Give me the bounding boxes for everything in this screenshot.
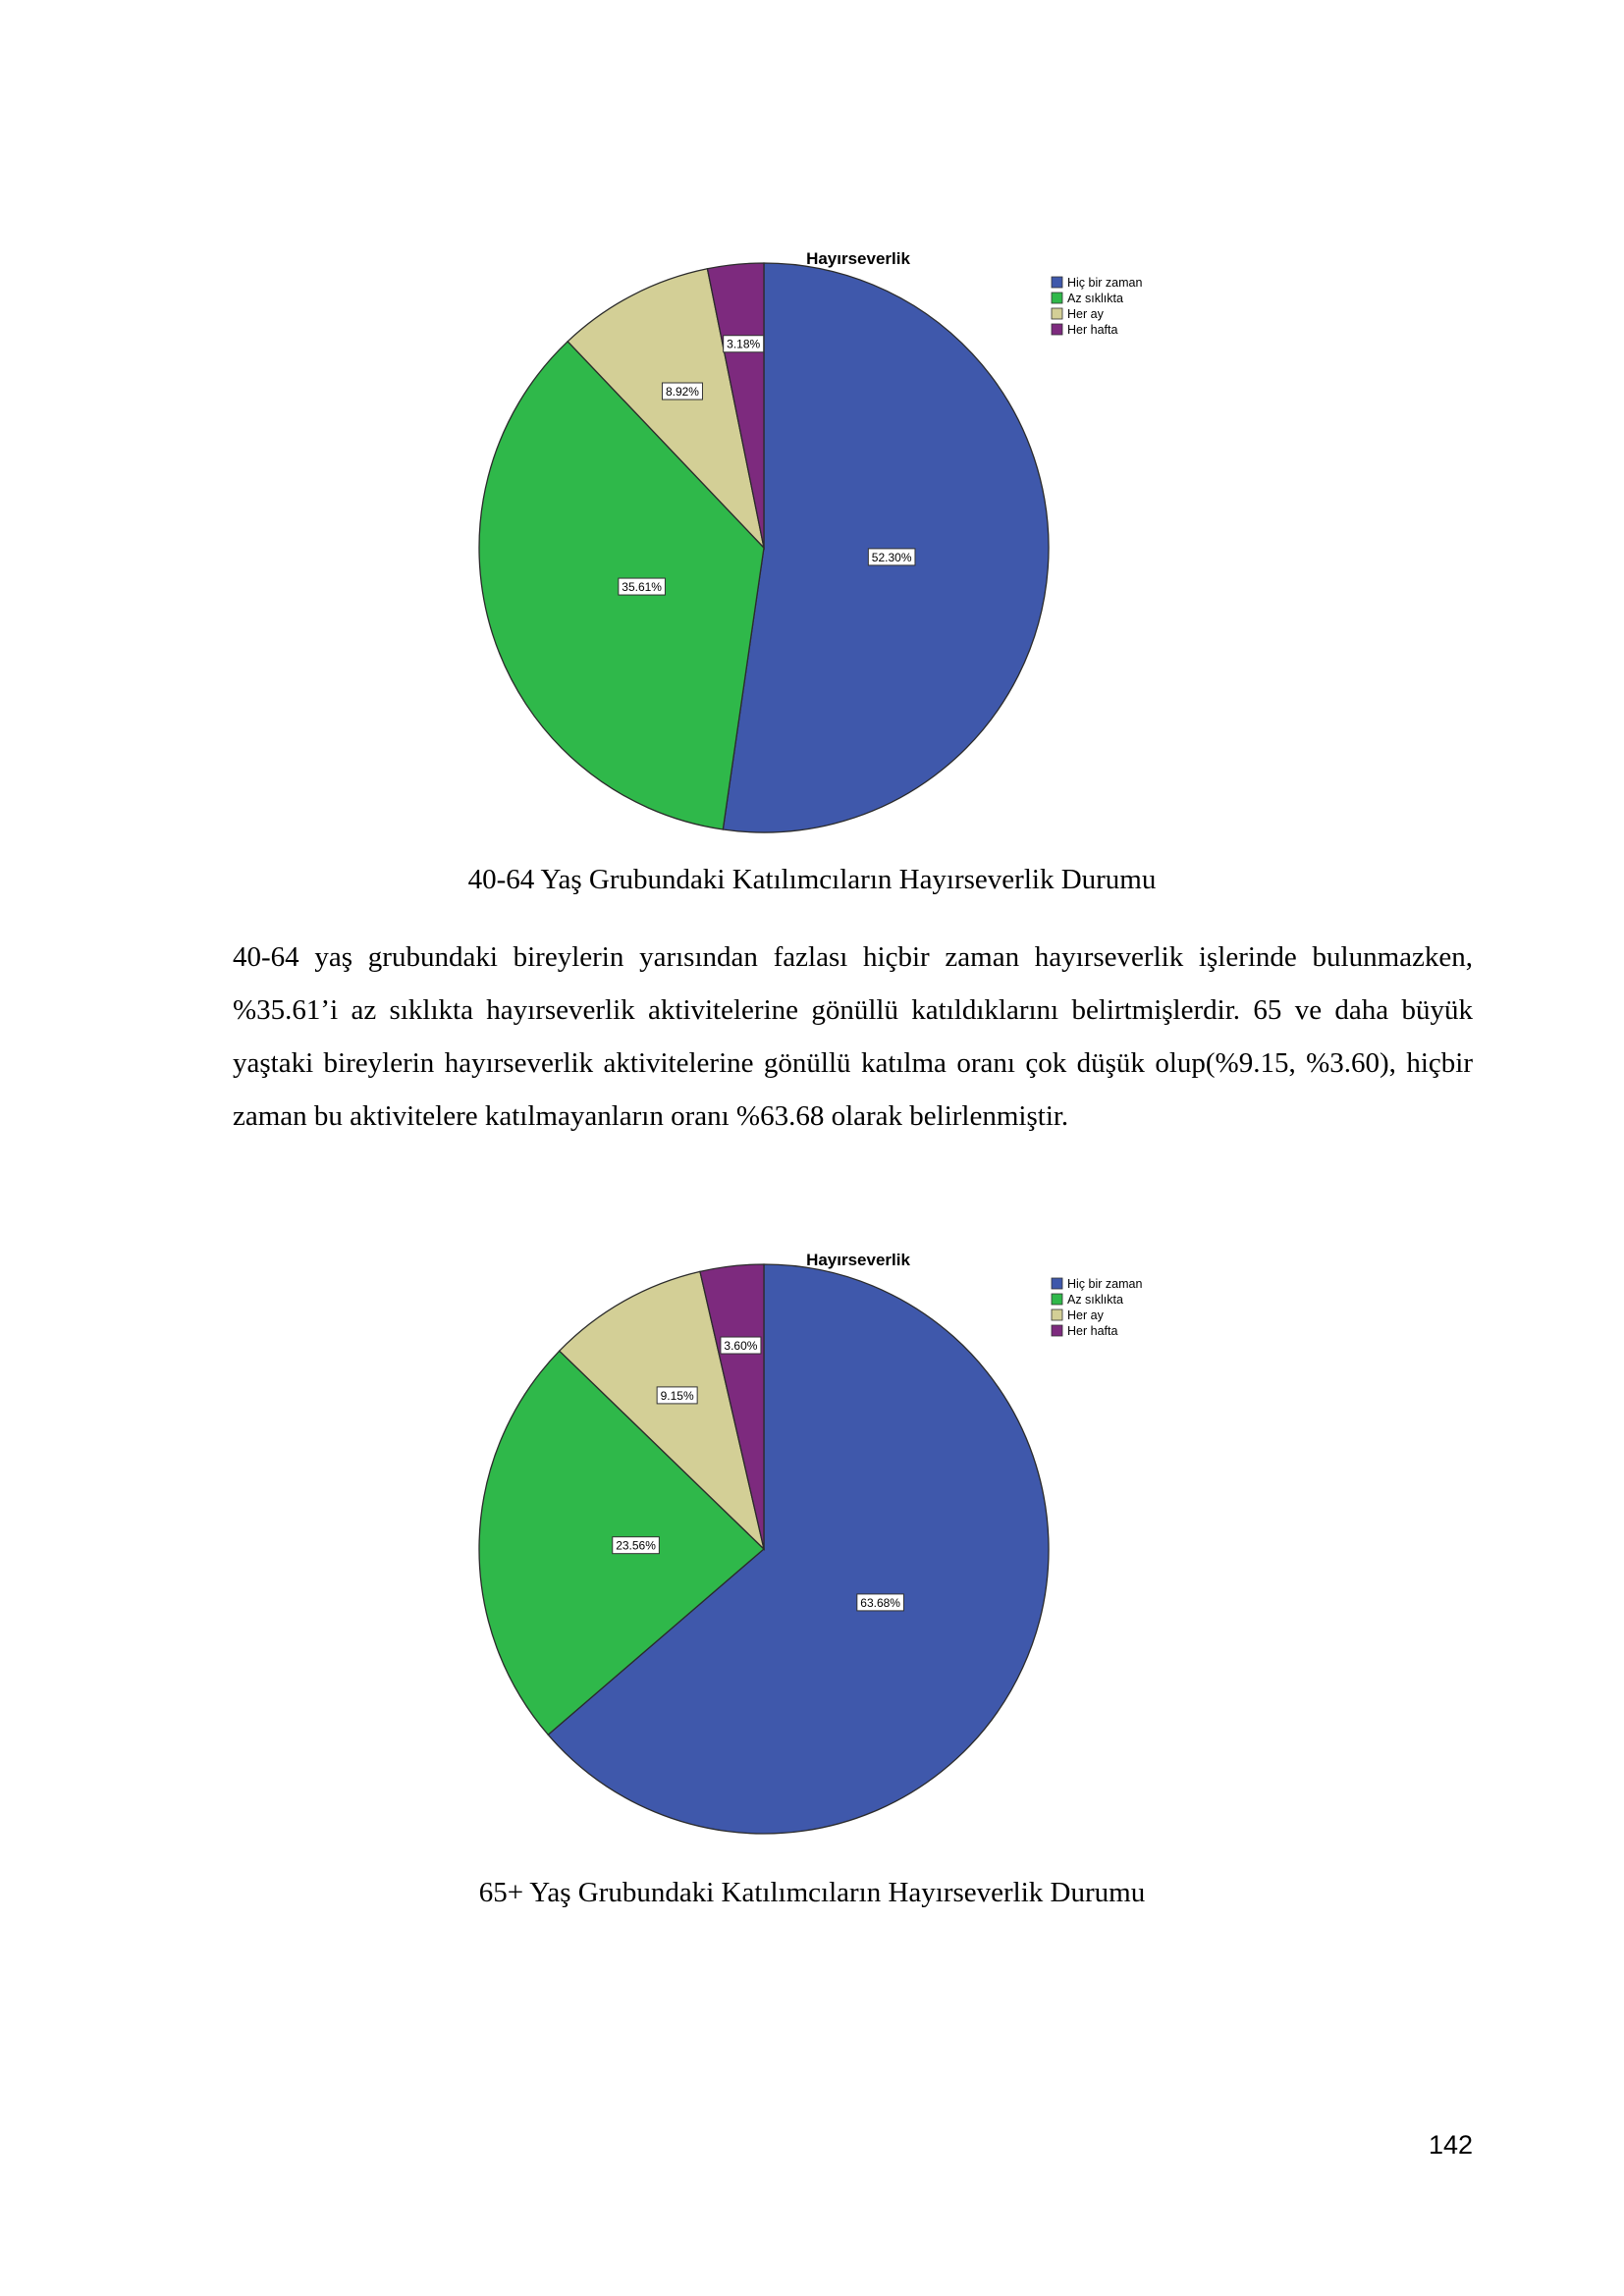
legend-swatch-hic-bir-zaman xyxy=(1052,1278,1062,1289)
data-label-her-hafta xyxy=(724,336,764,352)
data-label-az-siklikta xyxy=(613,1537,660,1554)
data-label-hic-bir-zaman xyxy=(868,549,915,565)
legend-label-her-ay: Her ay xyxy=(1067,1308,1104,1322)
svg-text:9.15%: 9.15% xyxy=(660,1388,694,1403)
figure-caption-40-64: 40-64 Yaş Grubundaki Katılımcıların Hayırseverlik Durumu xyxy=(467,864,1157,895)
legend-label-hic-bir-zaman: Hiç bir zaman xyxy=(1067,276,1143,290)
pie-chart-40-64 xyxy=(373,240,1257,869)
svg-text:3.18%: 3.18% xyxy=(727,337,761,351)
chart-legend xyxy=(1052,276,1142,337)
chart-title: Hayırseverlik xyxy=(806,249,910,268)
legend-swatch-hic-bir-zaman xyxy=(1052,277,1062,288)
legend-label-hic-bir-zaman: Hiç bir zaman xyxy=(1067,1277,1143,1291)
svg-text:52.30%: 52.30% xyxy=(871,550,912,564)
data-label-her-ay xyxy=(657,1387,697,1404)
svg-text:23.56%: 23.56% xyxy=(616,1538,656,1553)
legend-swatch-az-siklikta xyxy=(1052,1294,1062,1305)
data-label-her-ay xyxy=(662,383,702,400)
chart-legend xyxy=(1052,1277,1142,1338)
pie-chart-65-plus xyxy=(373,1242,1257,1870)
page-number: 142 xyxy=(1428,2130,1473,2160)
data-label-her-hafta xyxy=(721,1337,761,1354)
svg-text:8.92%: 8.92% xyxy=(665,385,699,400)
svg-text:35.61%: 35.61% xyxy=(622,580,662,595)
figure-caption-65-plus: 65+ Yaş Grubundaki Katılımcıların Hayırseverlik Durumu xyxy=(478,1877,1146,1908)
data-label-hic-bir-zaman xyxy=(857,1594,904,1611)
legend-label-her-hafta: Her hafta xyxy=(1067,323,1118,337)
svg-text:63.68%: 63.68% xyxy=(860,1595,900,1610)
pie-chart-svg xyxy=(373,240,1257,869)
pie-chart-svg xyxy=(373,1242,1257,1870)
legend-label-her-hafta: Her hafta xyxy=(1067,1324,1118,1338)
data-label-az-siklikta xyxy=(619,578,666,595)
chart-title: Hayırseverlik xyxy=(806,1251,910,1269)
body-paragraph: 40-64 yaş grubundaki bireylerin yarısından fazlası hiçbir zaman hayırseverlik işlerinde bulunmazken, %35.61’i az sıklıkta hayırseverlik aktivitelerine gönüllü katıldıklarını belirtmişlerdir. 65 ve daha büyük yaştaki bireylerin hayırseverlik aktivitelerine gönüllü katılma oranı çok düşük olup(%9.15, %3.60), hiçbir zaman bu aktivitelere katılmayanların oranı %63.68 olarak belirlenmiştir. xyxy=(233,941,1473,1132)
legend-label-az-siklikta: Az sıklıkta xyxy=(1067,292,1123,305)
legend-swatch-her-ay xyxy=(1052,1309,1062,1320)
legend-swatch-her-hafta xyxy=(1052,1325,1062,1336)
legend-swatch-her-ay xyxy=(1052,308,1062,319)
pie-slice-hic-bir-zaman xyxy=(723,263,1049,832)
svg-text:3.60%: 3.60% xyxy=(724,1339,758,1354)
legend-swatch-az-siklikta xyxy=(1052,293,1062,303)
legend-swatch-her-hafta xyxy=(1052,324,1062,335)
legend-label-az-siklikta: Az sıklıkta xyxy=(1067,1293,1123,1307)
legend-label-her-ay: Her ay xyxy=(1067,307,1104,321)
